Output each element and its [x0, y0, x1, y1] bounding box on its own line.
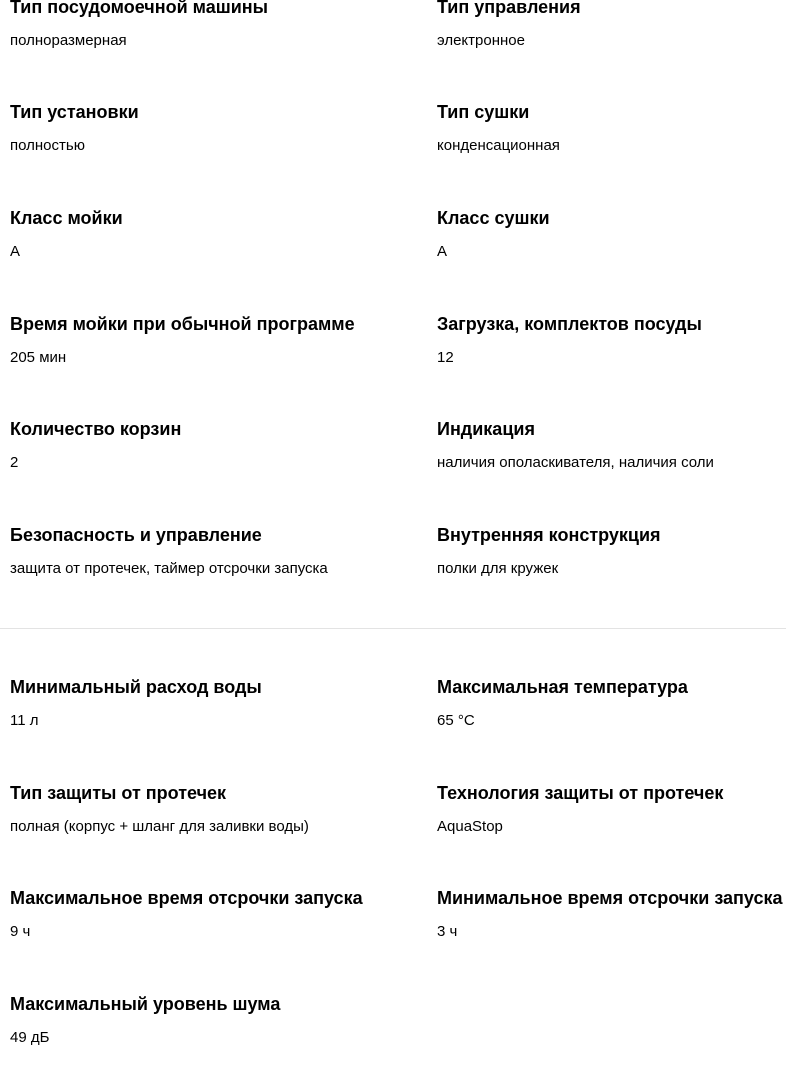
spec-value: конденсационная [437, 137, 560, 154]
spec-value: 65 °C [437, 712, 475, 729]
spec-value: полная (корпус + шланг для заливки воды) [10, 818, 309, 835]
spec-name: Технология защиты от протечек [437, 783, 724, 803]
spec-value: A [10, 243, 21, 260]
spec-name: Время мойки при обычной программе [10, 314, 355, 334]
spec-name: Максимальный уровень шума [10, 994, 281, 1014]
spec-name: Тип защиты от протечек [10, 783, 227, 803]
spec-name: Класс сушки [437, 208, 550, 228]
spec-value: полностью [10, 137, 85, 154]
spec-name: Минимальное время отсрочки запуска [437, 888, 783, 908]
spec-value: полноразмерная [10, 32, 127, 49]
spec-name: Тип посудомоечной машины [10, 0, 269, 17]
spec-name: Класс мойки [10, 208, 123, 228]
spec-value: A [437, 243, 448, 260]
spec-value: электронное [437, 32, 525, 49]
spec-value: 12 [437, 349, 454, 366]
spec-value: 11 л [10, 712, 39, 729]
spec-name: Максимальное время отсрочки запуска [10, 888, 363, 908]
spec-name: Индикация [437, 419, 535, 439]
spec-name: Тип сушки [437, 102, 530, 122]
spec-name: Внутренняя конструкция [437, 525, 661, 545]
spec-value: 3 ч [437, 923, 458, 940]
spec-name: Максимальная температура [437, 677, 688, 697]
spec-value: наличия ополаскивателя, наличия соли [437, 454, 714, 471]
spec-name: Загрузка, комплектов посуды [437, 314, 702, 334]
spec-value: 2 [10, 454, 19, 471]
spec-value: полки для кружек [437, 560, 559, 577]
spec-value: защита от протечек, таймер отсрочки запуска [10, 560, 328, 577]
spec-name: Тип установки [10, 102, 139, 122]
spec-name: Безопасность и управление [10, 525, 262, 545]
spec-value: AquaStop [437, 818, 503, 835]
spec-value: 205 мин [10, 349, 67, 366]
spec-name: Тип управления [437, 0, 581, 17]
spec-value: 49 дБ [10, 1029, 50, 1046]
spec-value: 9 ч [10, 923, 31, 940]
section-divider [0, 628, 786, 629]
spec-name: Минимальный расход воды [10, 677, 262, 697]
spec-name: Количество корзин [10, 419, 182, 439]
